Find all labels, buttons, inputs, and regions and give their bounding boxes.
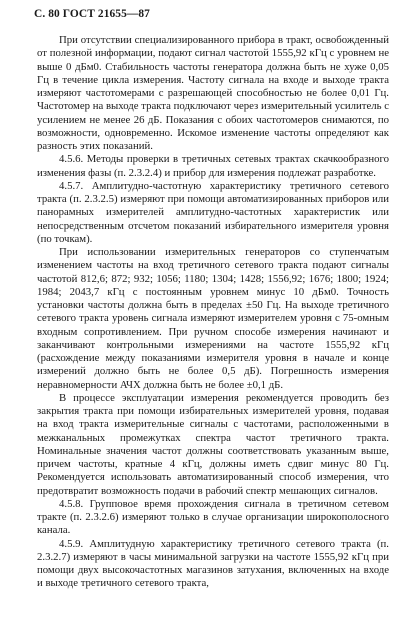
paragraph-step-generators: При использовании измерительных генераторов со ступенчатым изменением частоты на вход третичного сетевого тракта подают сигналы частотой 812,6; 872; 932; 1056; 1180; 1304; 1428; 1556,92; 1676; 1800; 1924; 1984; 2043,7 кГц с постоянным уровнем минус 10 дБм0. Точность установки частоты должна быть в пределах ±50 Гц. На выходе третичного сетевого тракта уровень сигнала измеряют измерителем уровня с 75-омным входным сопротивлением. При ручном способе измерения начинают и заканчивают контрольными измерениями на частоте 1555,92 кГц (расхождение между показаниями измерителя уровня в начале и конце измерений должно быть не более 0,5 дБ). Погрешность измерения неравномерности АЧХ должна быть не более ±0,1 дБ. bbox=[37, 246, 389, 391]
paragraph-4-5-9: 4.5.9. Амплитудную характеристику третичного сетевого тракта (п. 2.3.2.7) измеряют в часы минимальной загрузки на частоте 1555,92 кГц при помощи двух высокочастотных магазинов затухания, включенных на входе и выходе третичного сетевого тракта, bbox=[37, 537, 389, 590]
paragraph-no-device: При отсутствии специализированного прибора в тракт, освобожденный от полезной информации, подают сигнал частотой 1555,92 кГц с уровнем не выше 0 дБм0. Стабильность частоты генератора должна быть не хуже 0,05 Гц в течение цикла измерения. Частоту сигнала на входе и выходе тракта измеряют частотомерами с разрешающей способностью не более 0,01 Гц. Частотомер на выходе тракта подключают через измерительный усилитель с усилением не менее 26 дБ. Показания с обоих частотомеров снимаются, по возможности, одновременно. Искомое изменение частоты определяют как разность этих показаний. bbox=[37, 34, 389, 152]
paragraph-4-5-8: 4.5.8. Групповое время прохождения сигнала в третичном сетевом тракте (п. 2.3.2.6) измеряют только в случае организации широкополосного канала. bbox=[37, 497, 389, 537]
paragraph-4-5-7: 4.5.7. Амплитудно-частотную характеристику третичного сетевого тракта (п. 2.3.2.5) измеряют при помощи автоматизированных приборов или панорамных измерителей амплитудно-частотных характеристик или непосредственным отсчетом показаний избирательного измерителя уровня (по точкам). bbox=[37, 179, 389, 245]
paragraph-4-5-6: 4.5.6. Методы проверки в третичных сетевых трактах скачкообразного изменения фазы (п. 2.3.2.4) и прибор для измерения подлежат разработке. bbox=[37, 153, 389, 179]
paragraph-operation-measurements: В процессе эксплуатации измерения рекомендуется проводить без закрытия тракта при помощи избирательных измерителей уровня, подавая на вход тракта измерительные сигналы с частотами, расположенными в межканальных промежутках спектра частот третичного тракта. Номинальные значения частот должны соответствовать указанным выше, причем частоты, кратные 4 кГц, должны иметь сдвиг минус 80 Гц. Рекомендуется использовать автоматизированный способ измерения, что предотвратит возможность подачи в рабочий спектр мешающих сигналов. bbox=[37, 391, 389, 497]
page-header: С. 80 ГОСТ 21655—87 bbox=[34, 8, 150, 20]
